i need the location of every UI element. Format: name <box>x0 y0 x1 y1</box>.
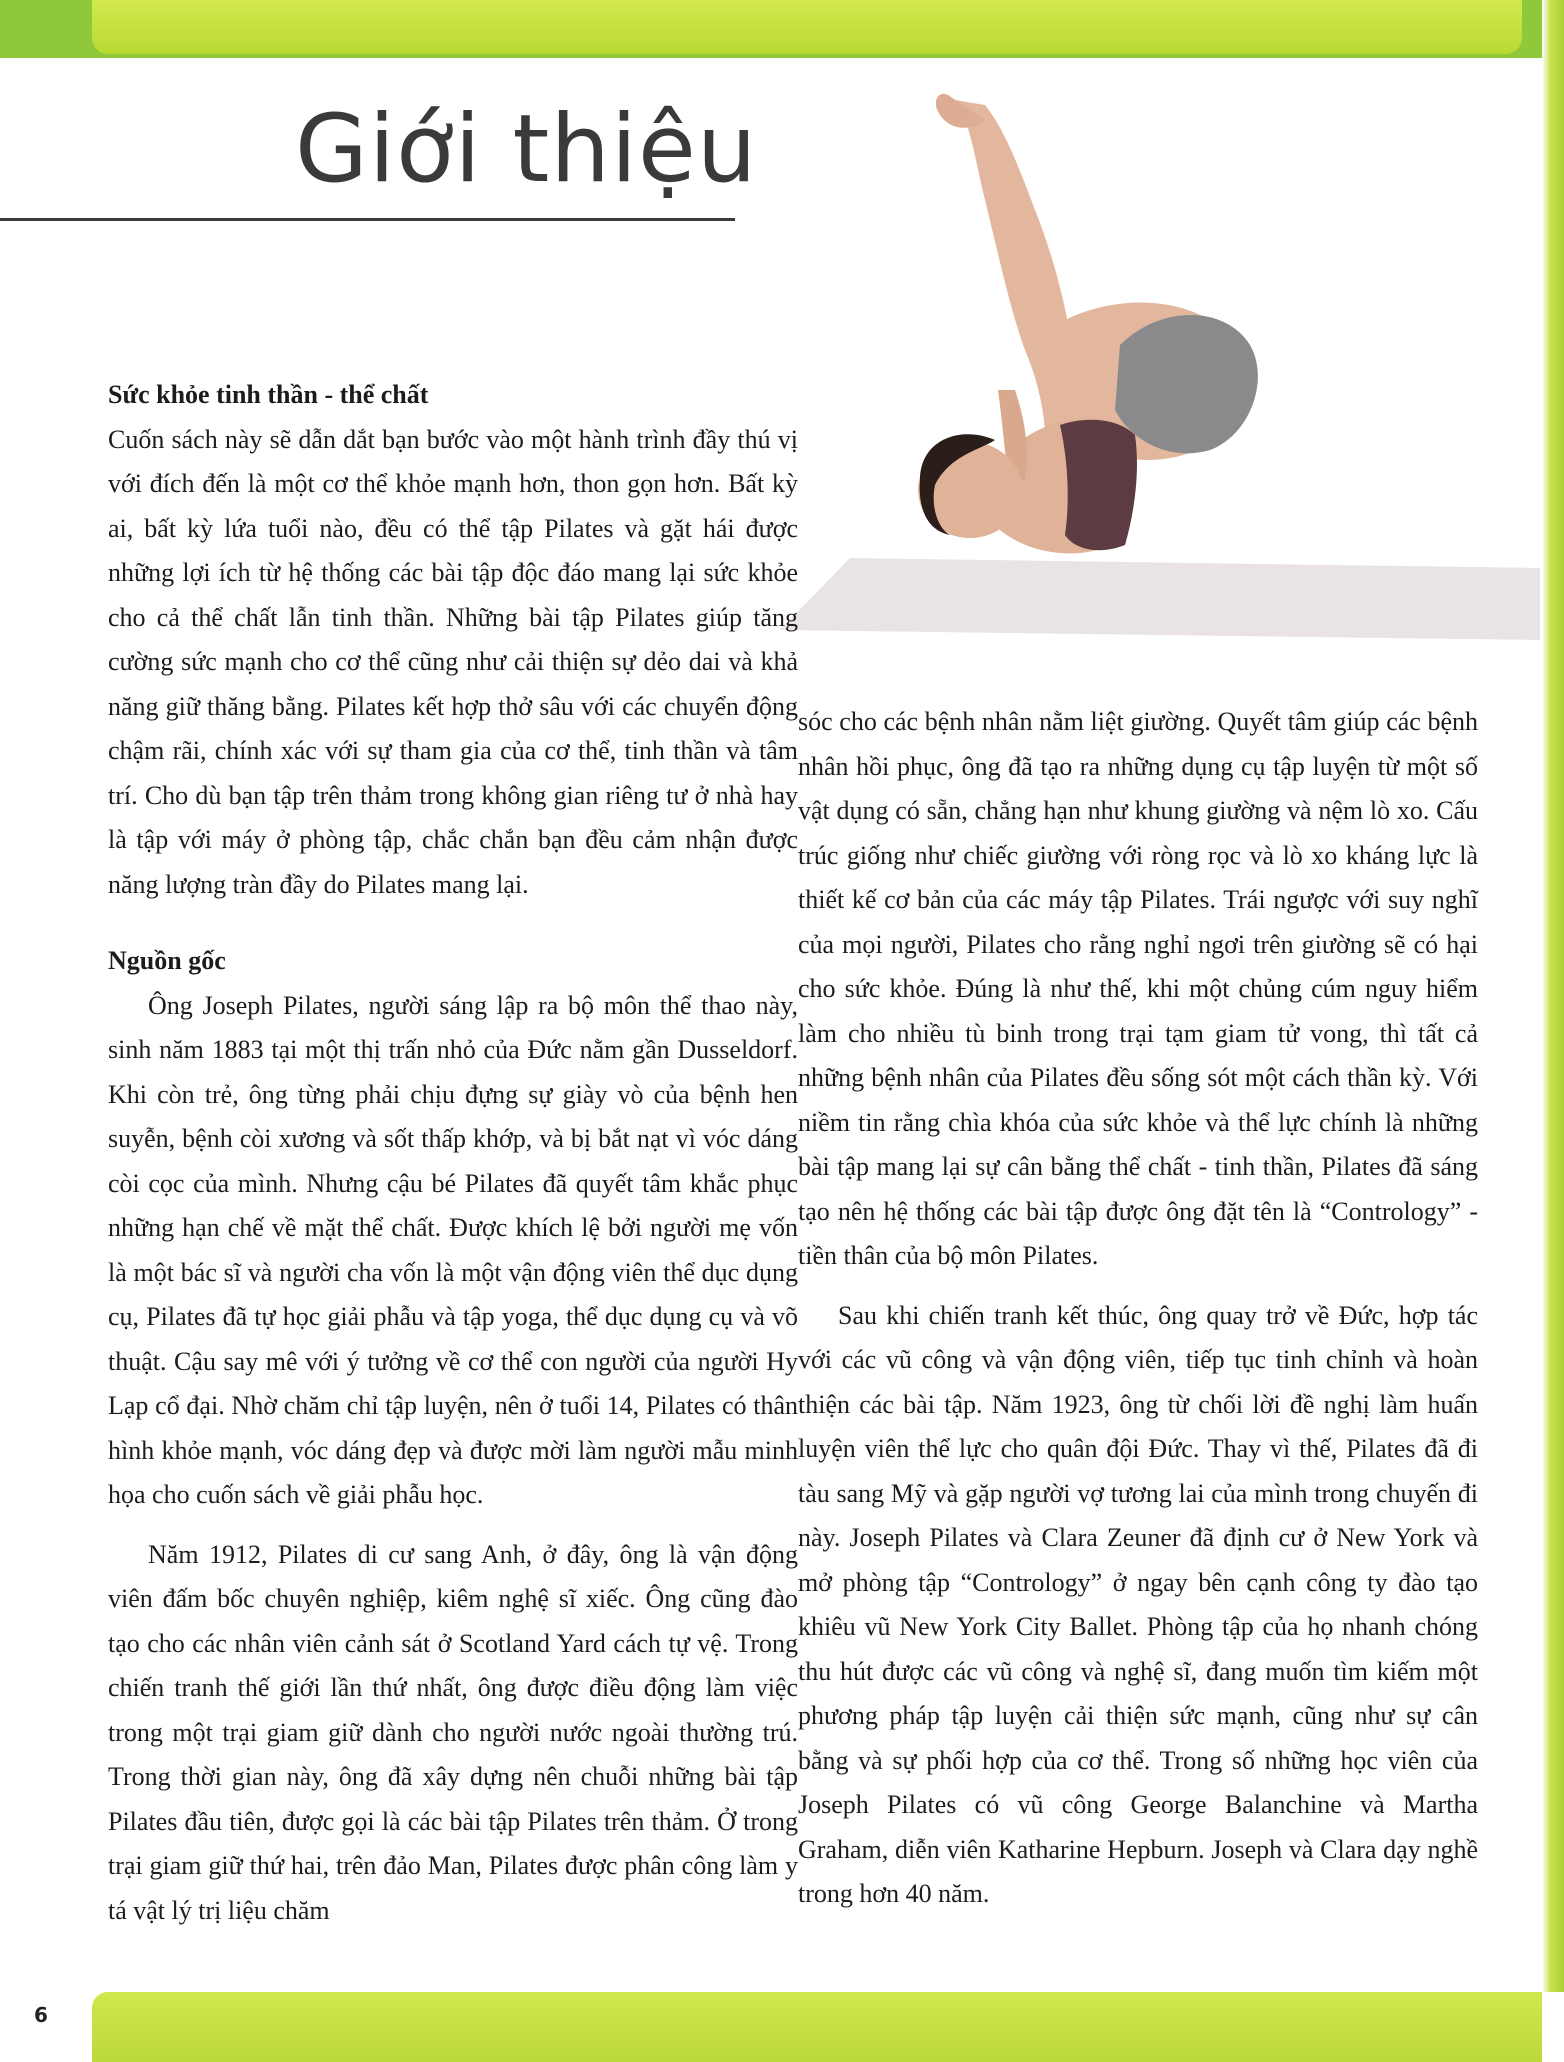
origin-paragraph-1: Ông Joseph Pilates, người sáng lập ra bộ môn thể thao này, sinh năm 1883 tại một thị trấn nhỏ của Đức nằm gần Dusseldorf. Khi còn trẻ, ông từng phải chịu đựng sự giày vò của bệnh hen suyễn, bệnh còi xương và sốt thấp khớp, và bị bắt nạt vì vóc dáng còi cọc của mình. Nhưng cậu bé Pilates đã quyết tâm khắc phục những hạn chế về mặt thể chất. Được khích lệ bởi người mẹ vốn là một bác sĩ và người cha vốn là một vận động viên thể dục dụng cụ, Pilates đã tự học giải phẫu và tập yoga, thể dục dụng cụ và võ thuật. Cậu say mê với ý tưởng về cơ thể con người của người Hy Lạp cổ đại. Nhờ chăm chỉ tập luyện, nên ở tuổi 14, Pilates có thân hình khỏe mạnh, vóc dáng đẹp và được mời làm người mẫu minh họa cho cuốn sách về giải phẫu học. <box>108 990 798 1509</box>
yoga-mat <box>780 558 1540 640</box>
top-decorative-band <box>0 0 1564 58</box>
page-title: Giới thiệu <box>295 95 758 204</box>
origin-paragraph-2-continued: sóc cho các bệnh nhân nằm liệt giường. Quyết tâm giúp các bệnh nhân hồi phục, ông đã tạo ra những dụng cụ tập luyện từ một số vật dụng có sẵn, chẳng hạn như khung giường và nệm lò xo. Cấu trúc giống như chiếc giường với ròng rọc và lò xo kháng lực là thiết kế cơ bản của các máy tập Pilates. Trái ngược với suy nghĩ của mọi người, Pilates cho rằng nghỉ ngơi trên giường sẽ có hại cho sức khỏe. Đúng là như thế, khi một chủng cúm nguy hiểm làm cho nhiều tù binh trong trại tạm giam tử vong, thì tất cả những bệnh nhân của Pilates đều sống sót một cách thần kỳ. Với niềm tin rằng chìa khóa của sức khỏe và thể lực chính là những bài tập mang lại sự cân bằng thể chất - tinh thần, Pilates đã sáng tạo nên hệ thống các bài tập được ông đặt tên là “Contrology” - tiền thân của bộ môn Pilates. <box>798 707 1478 1270</box>
right-edge-band <box>1542 0 1564 2048</box>
right-column <box>798 700 1478 1917</box>
pilates-pose-photo <box>780 90 1540 650</box>
left-column <box>108 373 798 1933</box>
section-heading-origin: Nguồn gốc <box>108 946 226 975</box>
bottom-decorative-band <box>0 1992 1564 2048</box>
title-underline <box>0 218 735 221</box>
page-number: 6 <box>34 2003 48 2027</box>
shorts <box>1115 315 1258 453</box>
origin-paragraph-2: Năm 1912, Pilates di cư sang Anh, ở đây, ông là vận động viên đấm bốc chuyên nghiệp, kiêm nghệ sĩ xiếc. Ông cũng đào tạo cho các nhân viên cảnh sát ở Scotland Yard cách tự vệ. Trong chiến tranh thế giới lần thứ nhất, ông được điều động làm việc trong một trại giam giữ dành cho người nước ngoài thường trú. Trong thời gian này, ông đã xây dựng nên chuỗi những bài tập Pilates đầu tiên, được gọi là các bài tập Pilates trên thảm. Ở trong trại giam giữ thứ hai, trên đảo Man, Pilates được phân công làm y tá vật lý trị liệu chăm <box>108 1539 798 1925</box>
top-band-highlight <box>92 0 1522 54</box>
origin-paragraph-3: Sau khi chiến tranh kết thúc, ông quay trở về Đức, hợp tác với các vũ công và vận động viên, tiếp tục tinh chỉnh và hoàn thiện các bài tập. Năm 1923, ông từ chối lời đề nghị làm huấn luyện viên thể lực cho quân đội Đức. Thay vì thế, Pilates đã đi tàu sang Mỹ và gặp người vợ tương lai của mình trong chuyến đi này. Joseph Pilates và Clara Zeuner đã định cư ở New York và mở phòng tập “Contrology” ở ngay bên cạnh công ty đào tạo khiêu vũ New York City Ballet. Phòng tập của họ nhanh chóng thu hút được các vũ công và nghệ sĩ, đang muốn tìm kiếm một phương pháp tập luyện cải thiện sức mạnh, cũng như sự cân bằng và sự phối hợp của cơ thể. Trong số những học viên của Joseph Pilates có vũ công George Balanchine và Martha Graham, diễn viên Katharine Hepburn. Joseph và Clara dạy nghề trong hơn 40 năm. <box>798 1300 1478 1908</box>
sports-top <box>1060 420 1137 550</box>
intro-paragraph: Cuốn sách này sẽ dẫn dắt bạn bước vào một hành trình đầy thú vị với đích đến là một cơ thể khỏe mạnh hơn, thon gọn hơn. Bất kỳ ai, bất kỳ lứa tuổi nào, đều có thể tập Pilates và gặt hái được những lợi ích từ hệ thống các bài tập độc đáo mang lại sức khỏe cho cả thể chất lẫn tinh thần. Những bài tập Pilates giúp tăng cường sức mạnh cho cơ thể cũng như cải thiện sự dẻo dai và khả năng giữ thăng bằng. Pilates kết hợp thở sâu với các chuyển động chậm rãi, chính xác với sự tham gia của cơ thể, tinh thần và tâm trí. Cho dù bạn tập trên thảm trong không gian riêng tư ở nhà hay là tập với máy ở phòng tập, chắc chắn bạn đều cảm nhận được năng lượng tràn đầy do Pilates mang lại. <box>108 424 798 899</box>
section-heading-health: Sức khỏe tinh thần - thể chất <box>108 380 429 409</box>
bottom-band-highlight <box>92 1992 1542 2062</box>
